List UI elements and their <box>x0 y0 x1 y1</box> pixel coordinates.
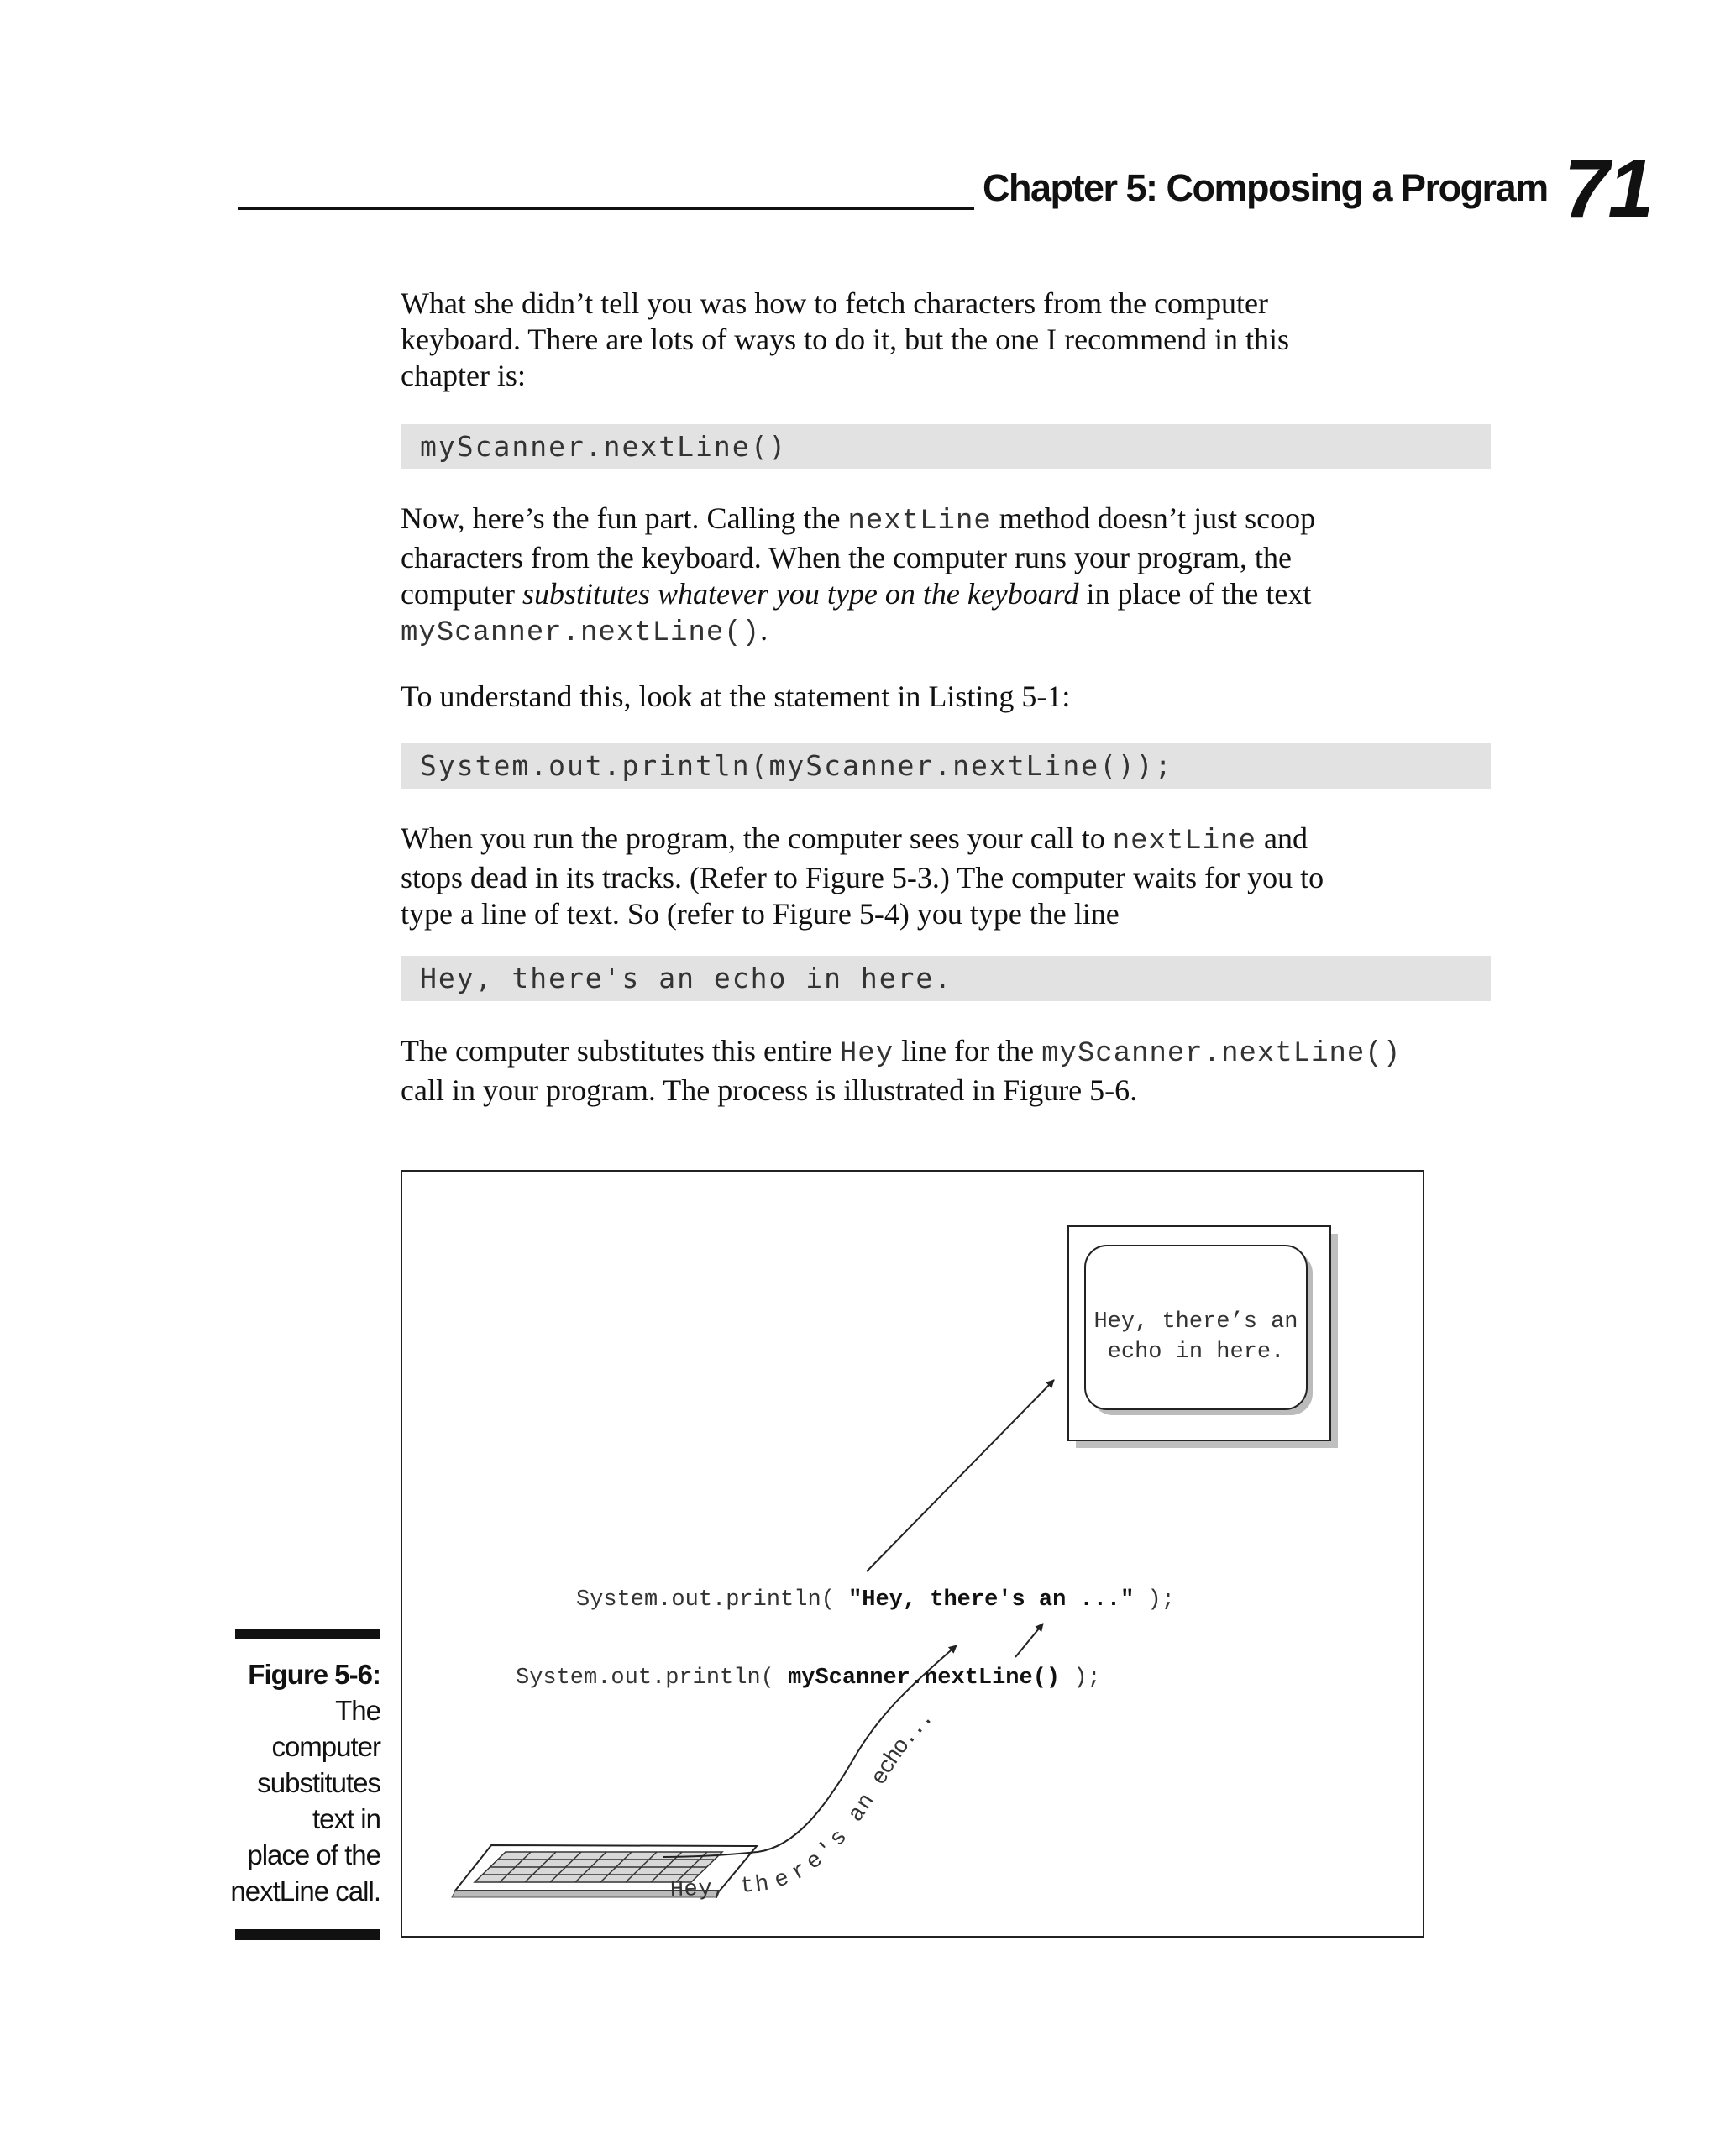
inline-code: myScanner.nextLine() <box>401 617 761 649</box>
caption-line: computer <box>271 1731 380 1762</box>
caption-label-text: Figure 5-6: <box>248 1659 380 1690</box>
statement-text: System.out.println( <box>576 1587 849 1613</box>
caption-line: nextLine call. <box>230 1875 380 1907</box>
statement-text: System.out.println( <box>516 1666 789 1691</box>
paragraph-line <box>401 821 1509 860</box>
caption-bar-bottom <box>235 1929 380 1940</box>
code-listing-echo: Hey, there's an echo in here. <box>401 956 1491 1001</box>
header-rule <box>238 207 974 210</box>
text-run: line for the <box>894 1034 1042 1068</box>
typed-text-run: Hey, there's an echo... <box>669 1705 940 1903</box>
caption-line: The <box>335 1695 380 1726</box>
paragraph-line: What she didn’t tell you was how to fetch characters from the computer <box>401 286 1268 320</box>
text-run: and <box>1256 821 1308 855</box>
text-run: computer <box>401 577 522 611</box>
caption-line: text in <box>312 1803 380 1834</box>
caption-label <box>210 1656 380 1692</box>
output-arrow <box>867 1380 1054 1571</box>
output-screen <box>1068 1226 1338 1448</box>
figure-caption <box>210 1656 380 1909</box>
paragraph-line: keyboard. There are lots of ways to do it, but the one I recommend in this <box>401 323 1290 356</box>
paragraph-line <box>401 576 1509 612</box>
inline-code: nextLine <box>1112 826 1256 858</box>
code-listing-nextline: myScanner.nextLine() <box>401 424 1491 469</box>
substituted-string: "Hey, there's an ..." <box>848 1587 1135 1613</box>
paragraph-line: type a line of text. So (refer to Figure 5-4) you type the line <box>401 897 1120 931</box>
figure-illustration <box>401 1170 1424 1938</box>
paragraph-line <box>401 501 1509 540</box>
paragraph-line: stops dead in its tracks. (Refer to Figure 5-3.) The computer waits for you to <box>401 861 1324 894</box>
text-run: When you run the program, the computer sees your call to <box>401 821 1113 855</box>
text-run: method doesn’t just scoop <box>991 501 1316 535</box>
screen-text-line-2: echo in here. <box>1107 1340 1285 1365</box>
paragraph-line: call in your program. The process is illustrated in Figure 5-6. <box>401 1073 1138 1107</box>
text-run: The computer substitutes this entire <box>401 1034 840 1068</box>
text-run: in place of the text <box>1078 577 1312 611</box>
paragraph-4 <box>401 821 1509 932</box>
original-statement <box>516 1666 1101 1691</box>
paragraph-line <box>401 612 1509 652</box>
inline-code: myScanner.nextLine() <box>1041 1038 1402 1070</box>
chapter-title: Chapter 5: Composing a Program <box>983 166 1548 209</box>
paragraph-3: To understand this, look at the statement in Listing 5-1: <box>401 679 1071 713</box>
substitution-arrow <box>1015 1624 1043 1657</box>
paragraph-2 <box>401 501 1509 652</box>
paragraph-1 <box>401 286 1509 394</box>
statement-text: ); <box>1060 1666 1101 1691</box>
paragraph-5 <box>401 1033 1509 1109</box>
text-run: Now, here’s the fun part. Calling the <box>401 501 848 535</box>
substituted-statement <box>576 1587 1175 1613</box>
caption-line: substitutes <box>257 1767 380 1798</box>
paragraph-line <box>401 1033 1509 1073</box>
page-number: 71 <box>1564 142 1653 234</box>
emphasis-text: substitutes whatever you type on the keyboard <box>522 577 1079 611</box>
code-listing-println: System.out.println(myScanner.nextLine()); <box>401 743 1491 789</box>
statement-text: ); <box>1134 1587 1175 1613</box>
inline-code: Hey <box>839 1038 894 1070</box>
paragraph-line: chapter is: <box>401 359 526 392</box>
method-call: myScanner.nextLine() <box>788 1666 1061 1691</box>
caption-line: place of the <box>247 1839 380 1870</box>
inline-code: nextLine <box>847 506 992 538</box>
text-run: . <box>760 613 768 647</box>
paragraph-line: characters from the keyboard. When the computer runs your program, the <box>401 541 1292 574</box>
screen-text-line-1: Hey, there’s an <box>1093 1309 1298 1335</box>
caption-bar-top <box>235 1629 380 1639</box>
